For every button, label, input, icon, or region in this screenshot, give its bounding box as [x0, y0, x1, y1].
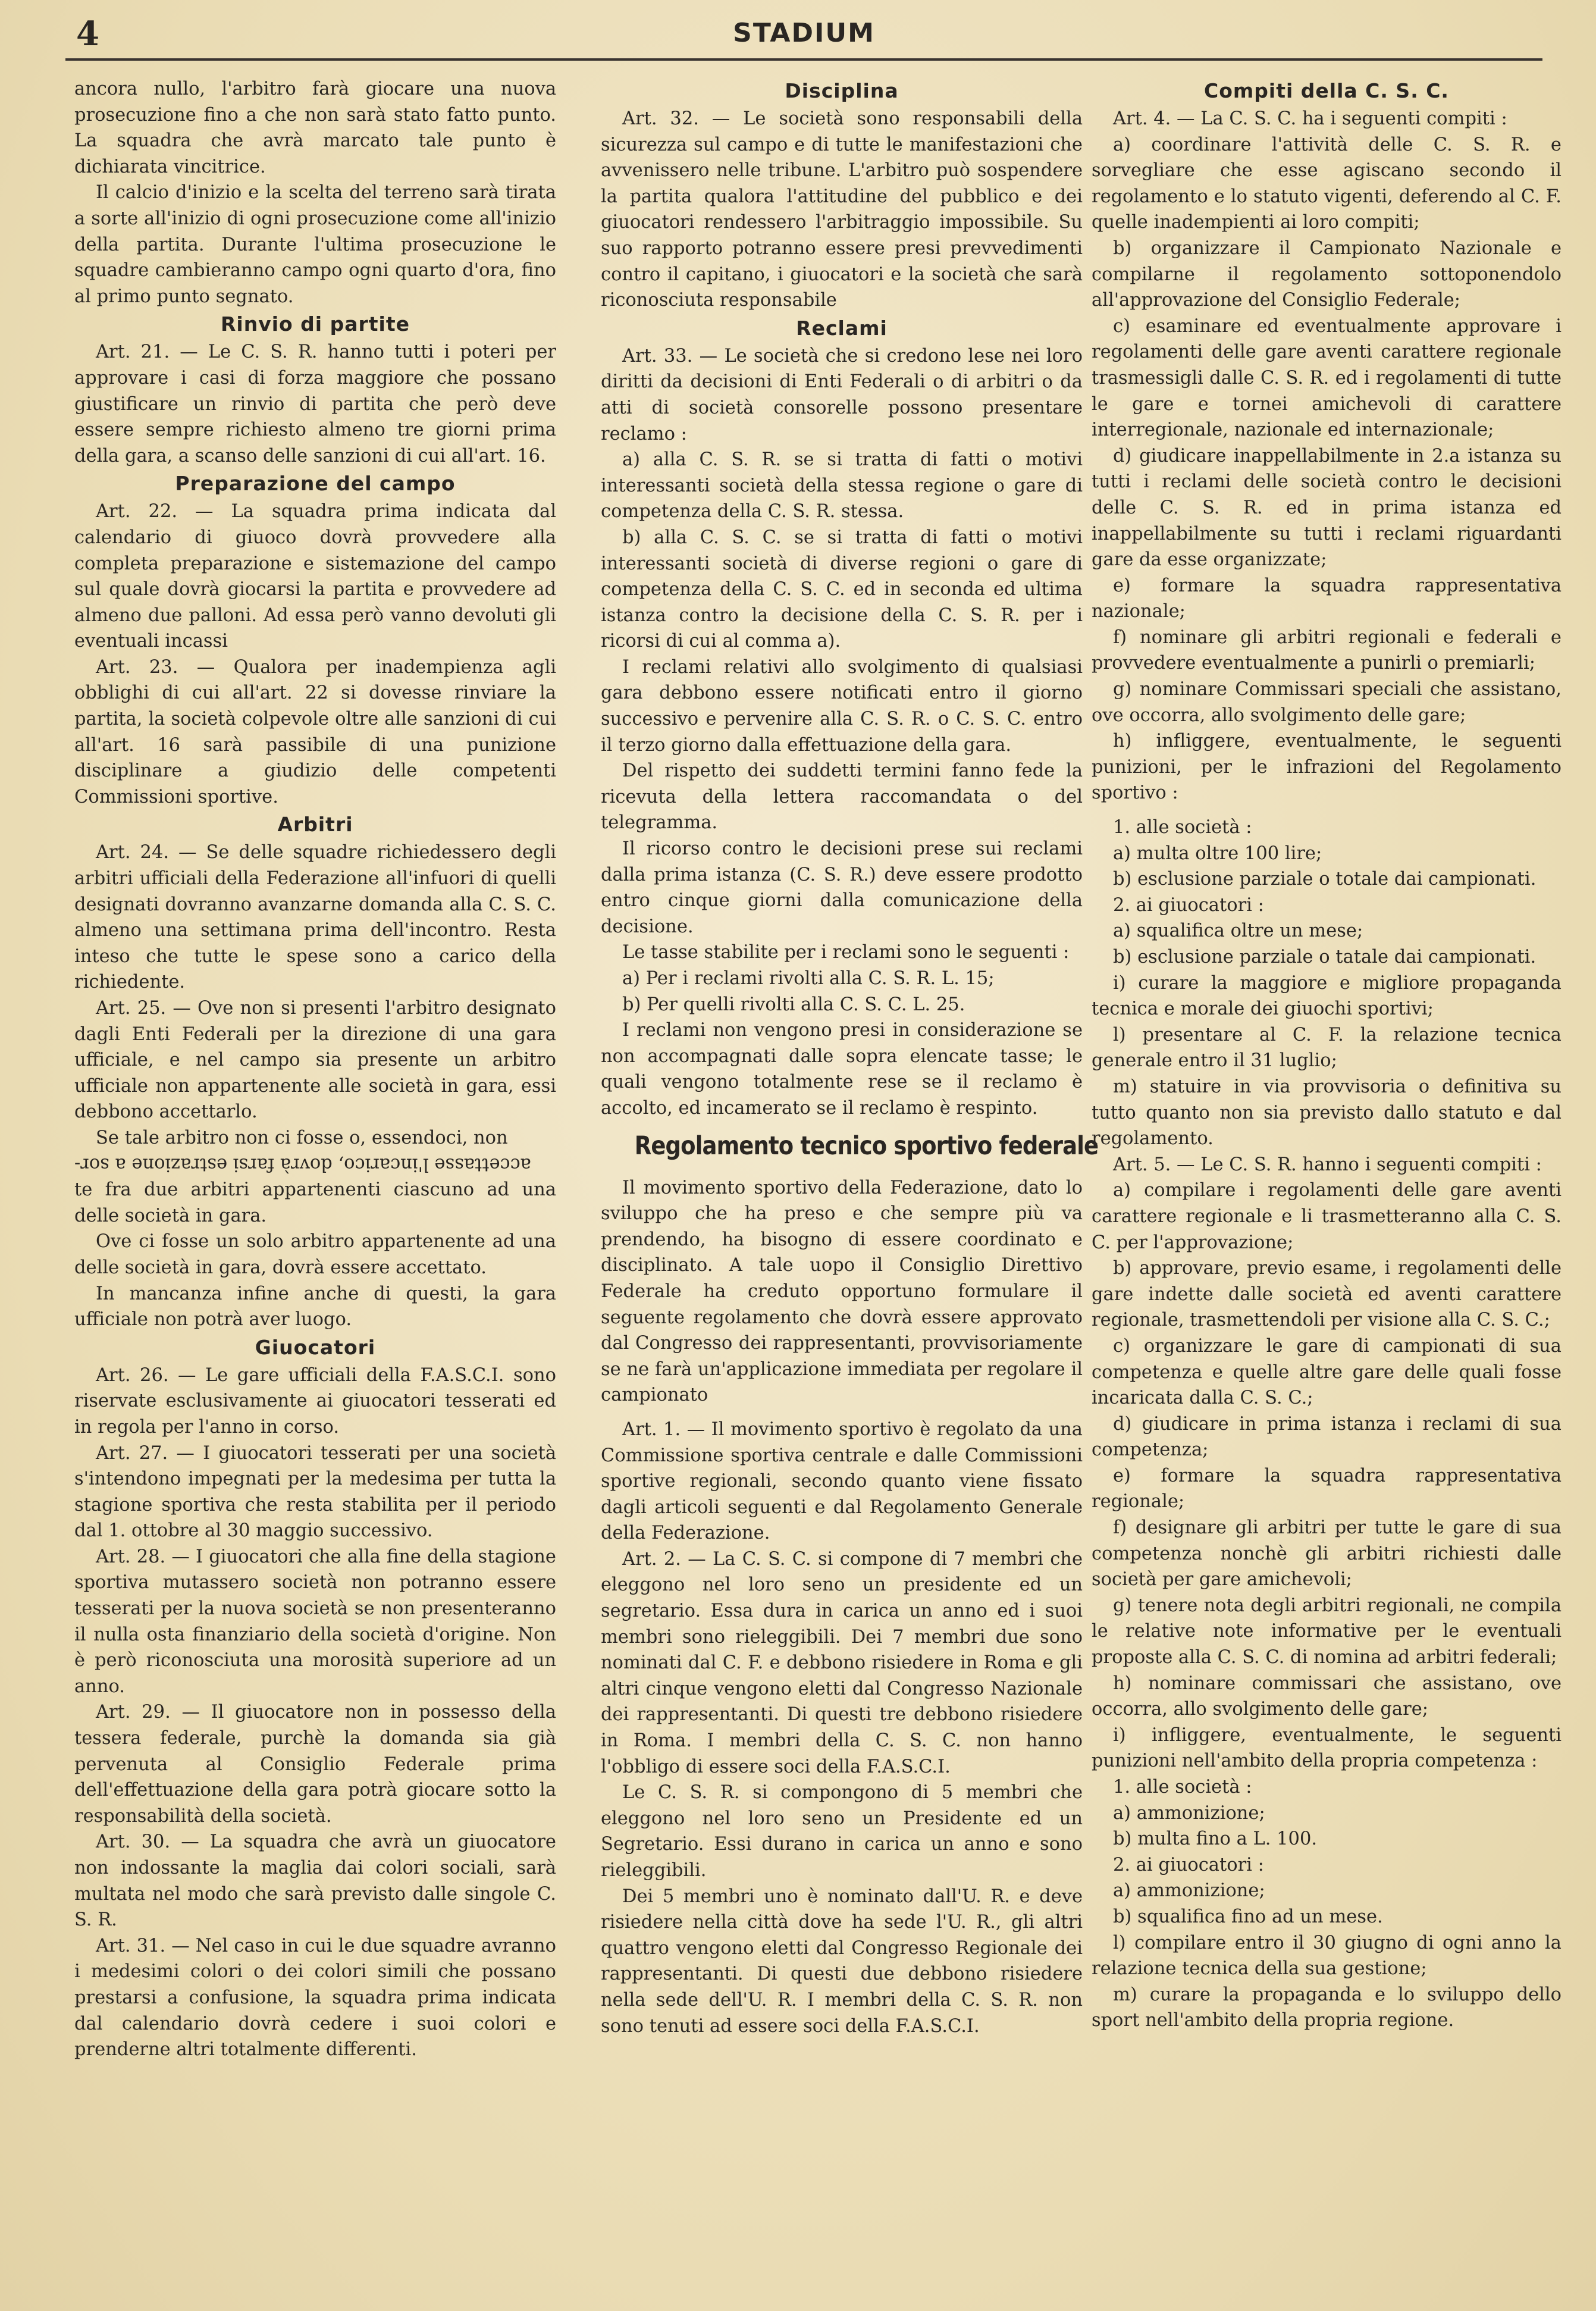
section-heading: Rinvio di partite [220, 312, 410, 336]
spacer [1092, 806, 1561, 815]
paragraph: In mancanza infine anche di questi, la gara ufficiale non potrà aver luogo. [74, 1283, 556, 1330]
spacer [601, 1408, 1083, 1417]
paragraph: a) ammonizione; [1113, 1880, 1265, 1902]
paragraph: Art. 4. — La C. S. C. ha i seguenti compiti : [1113, 108, 1507, 129]
paragraph: Le C. S. R. si compongono di 5 membri che eleggono nel loro seno un Presidente ed un Segretario. Essi durano in carica un anno e sono rieleggibili. [601, 1782, 1083, 1881]
paragraph: Art. 2. — La C. S. C. si compone di 7 membri che eleggono nel loro seno un presidente ed un segretario. Essa dura in carica un anno ed i suoi membri sono rieleggibili. Dei 7 membri due sono nominati dal C. F. e debbono risiedere in Roma e gli altri cinque vengono eletti dal Congresso Nazionale dei rappresentanti. Di questi tre debbono risiedere in Roma. I membri della C. S. C. non hanno l'obbligo di essere soci della F.A.S.C.I. [601, 1548, 1083, 1777]
paragraph: Art. 31. — Nel caso in cui le due squadre avranno i medesimi colori o dei colori simili che possano prestarsi a confusione, la squadra prima indicata dal calendario dovrà cedere i suoi colori e prenderne altri totalmente differenti. [74, 1935, 556, 2061]
paragraph: Art. 21. — Le C. S. R. hanno tutti i poteri per approvare i casi di forza maggiore che possano giustificare un rinvio di partita che però deve essere sempre richiesto almeno tre giorni prima della gara, a scanso delle sanzioni di cui all'art. 16. [74, 342, 556, 466]
paragraph: i) curare la maggiore e migliore propaganda tecnica e morale dei giuochi sportivi; [1092, 972, 1561, 1020]
paragraph: Il calcio d'inizio e la scelta del terreno sarà tirata a sorte all'inizio di ogni prosecuzione come all'inizio della partita. Durante l'ultima prosecuzione le squadre cambieranno campo ogni quarto d'ora, fino al primo punto segnato. [74, 182, 556, 307]
page-header [65, 12, 1542, 54]
paragraph: b) alla C. S. C. se si tratta di fatti o motivi interessanti società di diverse regioni o gare di competenza della C. S. C. ed in seconda ed ultima istanza contro la decisione della C. S. R. per i ricorsi di cui al comma a). [601, 527, 1083, 652]
paragraph: b) esclusione parziale o tatale dai campionati. [1113, 947, 1537, 967]
paragraph: m) statuire in via provvisoria o definitiva su tutto quanto non sia previsto dallo statuto e dal regolamento. [1092, 1076, 1561, 1150]
paragraph: Art. 23. — Qualora per inadempienza agli obblighi di cui all'art. 22 si dovesse rinviare la partita, la società colpevole oltre alle sanzioni di cui all'art. 16 sarà passibile di una punizione disciplinare a giudizio delle competenti Commissioni sportive. [74, 656, 556, 807]
paragraph: b) Per quelli rivolti alla C. S. C. L. 25. [622, 994, 965, 1015]
paragraph: c) organizzare le gare di campionati di sua competenza e quelle altre gare delle quali fosse incaricata dalla C. S. C.; [1092, 1335, 1561, 1409]
paragraph: e) formare la squadra rappresentativa regionale; [1092, 1465, 1561, 1513]
section-heading: Reclami [796, 316, 888, 340]
paragraph: Le tasse stabilite per i reclami sono le seguenti : [622, 942, 1070, 963]
paragraph: l) presentare al C. F. la relazione tecnica generale entro il 31 luglio; [1092, 1024, 1561, 1072]
paragraph: b) multa fino a L. 100. [1113, 1828, 1318, 1850]
section-heading: Compiti della C. S. C. [1204, 79, 1449, 102]
paragraph: d) giudicare in prima istanza i reclami di sua competenza; [1092, 1413, 1561, 1461]
paragraph: c) esaminare ed eventualmente approvare i regolamenti delle gare aventi carattere regionale trasmessigli dalle C. S. R. ed i regolamenti di tutte le gare e tornei amichevoli di carattere interregionale, nazionale ed internazionale; [1092, 315, 1561, 441]
paragraph: a) Per i reclami rivolti alla C. S. R. L. 15; [622, 968, 995, 989]
paragraph: Art. 33. — Le società che si credono lese nei loro diritti da decisioni di Enti Federali o di arbitri o da atti di società consorelle possono presentare reclamo : [601, 345, 1083, 444]
section-heading: Arbitri [277, 813, 353, 837]
section-heading: Giuocatori [255, 1335, 376, 1359]
header-rule [65, 58, 1542, 61]
paragraph: Art. 26. — Le gare ufficiali della F.A.S.C.I. sono riservate esclusivamente ai giuocatori tesserati ed in regola per l'anno in corso. [74, 1364, 556, 1438]
main-heading: Regolamento tecnico sportivo federale [634, 1131, 1099, 1161]
paragraph: Dei 5 membri uno è nominato dall'U. R. e deve risiedere nella città dove ha sede l'U. R., gli altri quattro vengono eletti dal Congresso Regionale dei rappresentanti. Di questi due debbono risiedere nella sede dell'U. R. I membri della C. S. R. non sono tenuti ad essere soci della F.A.S.C.I. [601, 1886, 1083, 2037]
paragraph: a) coordinare l'attività delle C. S. R. e sorvegliare che esse agiscano secondo il regolamento e lo statuto vigenti, deferendo al C. F. quelle inadempienti ai loro compiti; [1092, 134, 1561, 233]
paragraph: d) giudicare inappellabilmente in 2.a istanza su tutti i reclami delle società contro le decisioni delle C. S. R. ed in prima istanza ed inappellabilmente su tutti i reclami riguardanti gare da esse organizzate; [1092, 445, 1561, 571]
paragraph: b) approvare, previo esame, i regolamenti delle gare indette dalle società ed aventi carattere regionale, trasmettendoli per visione alla C. S. C.; [1092, 1258, 1561, 1331]
paragraph: I reclami relativi allo svolgimento di qualsiasi gara debbono essere notificati entro il giorno successivo e pervenire alla C. S. R. o C. S. C. entro il terzo giorno dalla effettuazione della gara. [601, 656, 1083, 756]
paragraph: Se tale arbitro non ci fosse o, essendoci, non [96, 1127, 508, 1148]
paragraph: 1. alle società : [1113, 817, 1252, 838]
paragraph: e) formare la squadra rappresentativa nazionale; [1092, 575, 1561, 622]
paragraph: Del rispetto dei suddetti termini fanno fede la ricevuta della lettera raccomandata o del telegramma. [601, 760, 1083, 834]
paragraph: f) designare gli arbitri per tutte le gare di sua competenza nonchè gli arbitri richiesti dalle società per gare amichevoli; [1092, 1517, 1561, 1590]
paragraph: 2. ai giuocatori : [1113, 1854, 1264, 1875]
paragraph: a) ammonizione; [1113, 1802, 1265, 1824]
paragraph: h) infliggere, eventualmente, le seguenti punizioni, per le infrazioni del Regolamento sportivo : [1092, 731, 1561, 804]
paragraph: Il ricorso contro le decisioni prese sui reclami dalla prima istanza (C. S. R.) deve essere prodotto entro cinque giorni dalla comunicazione della decisione. [601, 838, 1083, 937]
column-2 [601, 76, 1099, 2039]
paragraph: 1. alle società : [1113, 1777, 1252, 1798]
paragraph: Art. 1. — Il movimento sportivo è regolato da una Commissione sportiva centrale e dalle Commissioni sportive regionali, secondo quanto viene fissato dagli articoli seguenti e dal Regolamento Generale della Federazione. [601, 1418, 1083, 1544]
section-heading: Disciplina [785, 79, 899, 102]
paragraph: g) nominare Commissari speciali che assistano, ove occorra, allo svolgimento delle gare; [1092, 679, 1561, 726]
paragraph: Art. 24. — Se delle squadre richiedessero degli arbitri ufficiali della Federazione all'infuori di quelli designati dovranno avanzarne domanda alla C. S. C. almeno una settimana prima dell'incontro. Resta inteso che tutte le spese sono a carico della richiedente. [74, 842, 556, 993]
paragraph: Ove ci fosse un solo arbitro appartenente ad una delle società in gara, dovrà essere accettato. [74, 1231, 556, 1278]
paragraph: te fra due arbitri appartenenti ciascuno ad una delle società in gara. [74, 1179, 556, 1226]
paragraph [74, 1151, 556, 1178]
paragraph: f) nominare gli arbitri regionali e federali e provvedere eventualmente a punirli o premiarli; [1092, 627, 1561, 674]
page-number: 4 [76, 14, 99, 54]
paragraph: b) squalifica fino ad un mese. [1113, 1906, 1383, 1927]
paragraph: I reclami non vengono presi in considerazione se non accompagnati dalle sopra elencate tasse; le quali vengono totalmente rese se il reclamo è accolto, ed incamerato se il reclamo è respinto. [601, 1020, 1083, 1119]
section-heading: Preparazione del campo [175, 472, 456, 496]
column-1 [74, 76, 556, 2063]
paragraph: m) curare la propaganda e lo sviluppo dello sport nell'ambito della propria regione. [1092, 1984, 1561, 2031]
paragraph: Art. 32. — Le società sono responsabili della sicurezza sul campo e di tutte le manifestazioni che avvenissero nelle tribune. L'arbitro può sospendere la partita qualora l'attitudine del pubblico e dei giuocatori rendessero l'arbitraggio impossibile. Su suo rapporto potranno essere presi prevvedimenti contro il capitano, i giuocatori e la società che sarà riconosciuta responsabile [601, 108, 1083, 311]
inverted-line: accettasse l'incarico, dovrà farsi estrazione a sor- [74, 1154, 531, 1175]
paragraph: a) compilare i regolamenti delle gare aventi carattere regionale e li trasmetteranno alla C. S. C. per l'approvazione; [1092, 1180, 1561, 1253]
column-3 [1092, 76, 1561, 2034]
paragraph: a) alla C. S. R. se si tratta di fatti o motivi interessanti società della stessa regione o gare di competenza della C. S. R. stessa. [601, 449, 1083, 522]
paragraph: i) infliggere, eventualmente, le seguenti punizioni nell'ambito della propria competenza : [1092, 1724, 1561, 1772]
paragraph: l) compilare entro il 30 giugno di ogni anno la relazione tecnica della sua gestione; [1092, 1932, 1561, 1980]
paragraph: Art. 25. — Ove non si presenti l'arbitro designato dagli Enti Federali per la direzione di una gara ufficiale, e nel campo sia presente un arbitro ufficiale non appartenente alle società in gara, essi debbono accettarlo. [74, 998, 556, 1123]
paragraph: Art. 27. — I giuocatori tesserati per una società s'intendono impegnati per la medesima per tutta la stagione sportiva che resta stabilita per il periodo dal 1. ottobre al 30 maggio successivo. [74, 1442, 556, 1542]
paragraph: b) esclusione parziale o totale dai campionati. [1113, 869, 1537, 890]
paragraph: h) nominare commissari che assistano, ove occorra, allo svolgimento delle gare; [1092, 1673, 1561, 1720]
paragraph: Art. 28. — I giuocatori che alla fine della stagione sportiva mutassero società non potranno essere tesserati per la nuova società se non presenteranno il nulla osta finanziario della società d'origine. Non è però riconosciuta una morosità superiore ad un anno. [74, 1546, 556, 1697]
paragraph: 2. ai giuocatori : [1113, 894, 1264, 916]
paragraph: g) tenere nota degli arbitri regionali, ne compila le relative note informative per le eventuali proposte alla C. S. C. di nomina ad arbitri federali; [1092, 1595, 1561, 1668]
paragraph: Art. 22. — La squadra prima indicata dal calendario di giuoco dovrà provvedere alla completa preparazione e sistemazione del campo sul quale dovrà giocarsi la partita e provvedere ad almeno due palloni. Ad essa però vanno devoluti gli eventuali incassi [74, 501, 556, 652]
paragraph: Art. 30. — La squadra che avrà un giuocatore non indossante la maglia dai colori sociali, sarà multata nel modo che sarà previsto dalle singole C. S. R. [74, 1831, 556, 1931]
masthead-title: STADIUM [733, 18, 875, 48]
paragraph: a) multa oltre 100 lire; [1113, 843, 1322, 864]
paragraph: Il movimento sportivo della Federazione, dato lo sviluppo che ha preso e che sempre più va prendendo, ha bisogno di essere coordinato e disciplinato. A tale uopo il Consiglio Direttivo Federale ha creduto opportuno formulare il seguente regolamento che dovrà essere approvato dal Congresso dei rappresentanti, provvisoriamente se ne farà un'applicazione immediata per regolare il campionato [601, 1177, 1083, 1406]
paragraph: a) squalifica oltre un mese; [1113, 920, 1363, 942]
paragraph: Art. 5. — Le C. S. R. hanno i seguenti compiti : [1113, 1154, 1542, 1175]
paragraph: ancora nullo, l'arbitro farà giocare una nuova prosecuzione fino a che non sarà stato fatto punto. La squadra che avrà marcato tale punto è dichiarata vincitrice. [74, 79, 556, 177]
paragraph: b) organizzare il Campionato Nazionale e compilarne il regolamento sottoponendolo all'approvazione del Consiglio Federale; [1092, 237, 1561, 311]
paragraph: Art. 29. — Il giuocatore non in possesso della tessera federale, purchè la domanda sia già pervenuta al Consiglio Federale prima dell'effettuazione della gara potrà giocare sotto la responsabilità della società. [74, 1702, 556, 1827]
